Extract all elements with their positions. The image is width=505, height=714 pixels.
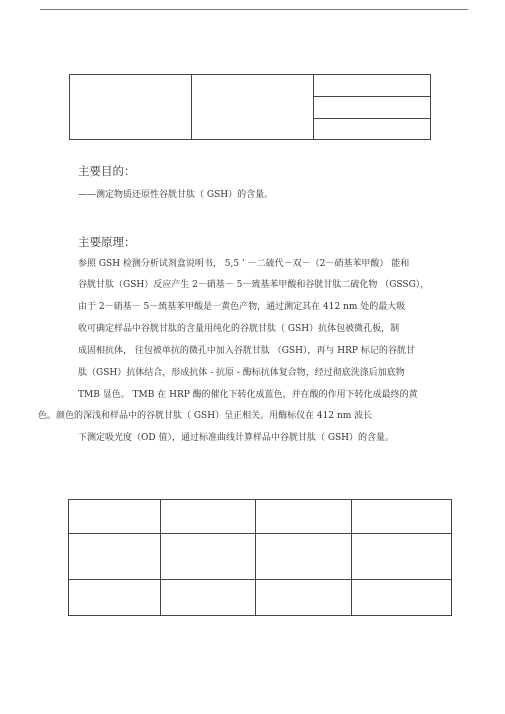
table-column-divider xyxy=(191,75,192,139)
principle-line: TMB 显色。 TMB 在 HRP 酶的催化下转化成蓝色，并在酸的作用下转化成最终的黄 xyxy=(78,390,418,400)
table-row-divider xyxy=(313,96,430,97)
table-column-divider xyxy=(351,500,352,615)
table-column-divider xyxy=(313,75,314,139)
principle-line: 由于 2－硝基－ 5－巯基苯甲酸是一黄色产物，通过测定其在 412 nm 处的最大吸 xyxy=(78,302,406,312)
table-row-divider xyxy=(69,579,451,580)
table-column-divider xyxy=(160,500,161,615)
bottom-table xyxy=(68,499,452,616)
table-row-divider xyxy=(69,533,451,534)
header-rule xyxy=(40,9,468,10)
principle-line: 收可确定样品中谷胱甘肽的含量用纯化的谷胱甘肽（ GSH）抗体包被微孔板，制 xyxy=(78,324,400,334)
table-column-divider xyxy=(255,500,256,615)
principle-line: 谷胱甘肽（GSH）反应产生 2－硝基－ 5－巯基苯甲酸和谷胱甘肽二硫化物 （GSSG）， xyxy=(78,280,430,290)
table-row-divider xyxy=(313,118,430,119)
principle-line: 色。颜色的深浅和样品中的谷胱甘肽（ GSH）呈正相关。用酶标仪在 412 nm 波长 xyxy=(38,411,373,421)
principle-line: 下测定吸光度（OD 值），通过标准曲线计算样品中谷胱甘肽（ GSH）的含量。 xyxy=(78,433,395,443)
principle-heading: 主要原理： xyxy=(78,235,136,249)
principle-line: 成固相抗体， 往包被单抗的微孔中加入谷胱甘肽 （GSH），再与 HRP 标记的谷胱甘 xyxy=(78,346,415,356)
top-table xyxy=(69,74,431,140)
principle-line: 肽（GSH）抗体结合，形成抗体 - 抗原 - 酶标抗体复合物，经过彻底洗涤后加底物 xyxy=(78,368,405,378)
purpose-heading: 主要目的： xyxy=(78,164,136,178)
principle-line: 参照 GSH 检测分析试剂盒说明书， 5,5 ’ －二硫代－双－（2－硝基苯甲酸） 能和 xyxy=(78,259,410,269)
purpose-text: ——测定物质还原性谷胱甘肽（ GSH）的含量。 xyxy=(78,190,274,200)
